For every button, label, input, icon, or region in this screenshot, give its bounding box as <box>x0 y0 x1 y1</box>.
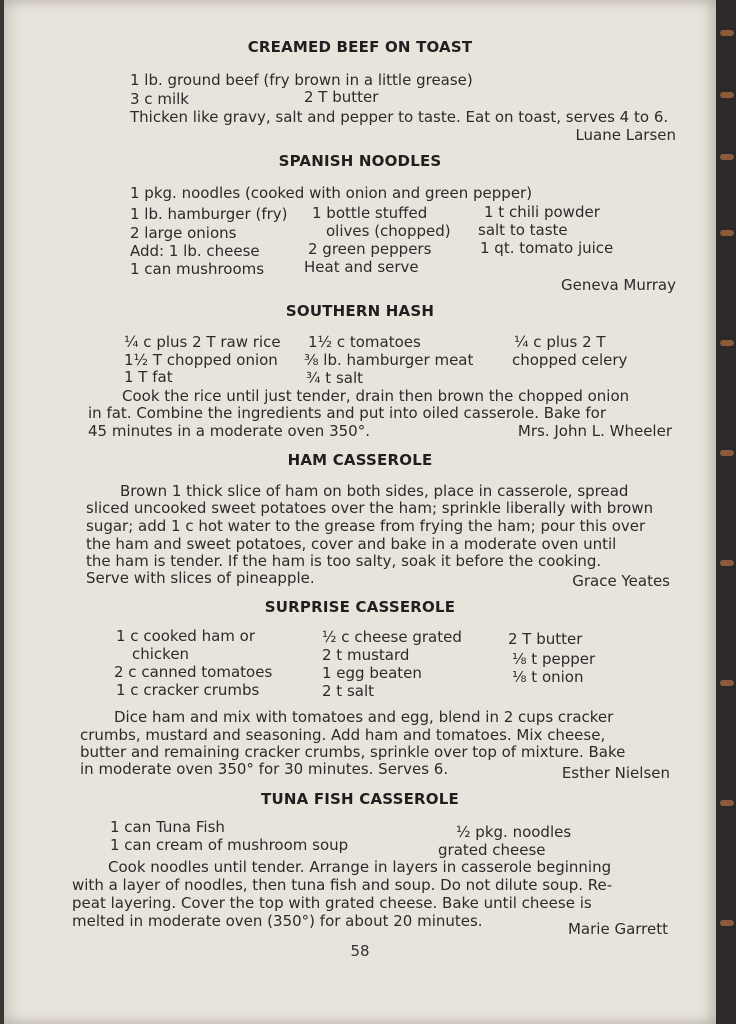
binding-coil <box>720 680 734 686</box>
instruction-line: 45 minutes in a moderate oven 350°. <box>88 422 370 440</box>
instruction-line: Cook noodles until tender. Arrange in layers in casserole beginning <box>108 858 612 876</box>
ingredient-line: ⅛ t onion <box>512 668 584 686</box>
instruction-line: the ham is tender. If the ham is too salty, soak it before the cooking. <box>86 552 602 570</box>
ingredient-line: 1 egg beaten <box>322 664 422 682</box>
ingredient-line: 2 c canned tomatoes <box>114 663 273 681</box>
binding-coil <box>720 920 734 926</box>
cookbook-page <box>4 0 716 1024</box>
instruction-line: peat layering. Cover the top with grated cheese. Bake until cheese is <box>72 894 592 912</box>
ingredient-line: grated cheese <box>438 841 546 859</box>
instruction-line: crumbs, mustard and seasoning. Add ham and tomatoes. Mix cheese, <box>80 726 606 744</box>
ingredient-line: 2 T butter <box>508 630 583 648</box>
ingredient-line: 1 pkg. noodles (cooked with onion and green pepper) <box>130 184 533 202</box>
binding-coil <box>720 340 734 346</box>
ingredient-line: salt to taste <box>478 221 568 239</box>
recipe-title-spanish-noodles: SPANISH NOODLES <box>278 152 442 170</box>
instruction-line: butter and remaining cracker crumbs, sprinkle over top of mixture. Bake <box>80 743 626 761</box>
ingredient-line: ¾ t salt <box>306 369 364 387</box>
ingredient-line: olives (chopped) <box>326 222 451 240</box>
instruction-line: the ham and sweet potatoes, cover and bake in a moderate oven until <box>86 535 617 553</box>
ingredient-line: 1 qt. tomato juice <box>480 239 614 257</box>
recipe-author: Esther Nielsen <box>561 764 670 782</box>
instruction-line: with a layer of noodles, then tuna fish and soup. Do not dilute soup. Re- <box>72 876 613 894</box>
instruction-line: Dice ham and mix with tomatoes and egg, blend in 2 cups cracker <box>114 708 614 726</box>
recipe-title-surprise-casserole: SURPRISE CASSEROLE <box>264 598 456 616</box>
ingredient-line: 2 large onions <box>130 224 237 242</box>
recipe-author: Grace Yeates <box>572 572 670 590</box>
recipe-title-tuna-fish-casserole: TUNA FISH CASSEROLE <box>261 790 459 808</box>
recipe-title-creamed-beef: CREAMED BEEF ON TOAST <box>247 38 473 56</box>
ingredient-line: ½ pkg. noodles <box>456 823 572 841</box>
instruction-line: melted in moderate oven (350°) for about 20 minutes. <box>72 912 483 930</box>
ingredient-line: 1 can cream of mushroom soup <box>110 836 349 854</box>
binding-coil <box>720 800 734 806</box>
recipe-author: Luane Larsen <box>575 126 676 144</box>
binding-spine <box>716 0 736 1024</box>
binding-coil <box>720 560 734 566</box>
ingredient-line: 1 t chili powder <box>484 203 600 221</box>
instruction-line: Thicken like gravy, salt and pepper to taste. Eat on toast, serves 4 to 6. <box>130 108 669 126</box>
binding-coil <box>720 30 734 36</box>
ingredient-line: 1 bottle stuffed <box>312 204 428 222</box>
ingredient-line: 1 lb. hamburger (fry) <box>130 205 288 223</box>
ingredient-line: 2 t salt <box>322 682 375 700</box>
instruction-line: Heat and serve <box>304 258 419 276</box>
instruction-line: in moderate oven 350° for 30 minutes. Serves 6. <box>80 760 449 778</box>
ingredient-line: ¼ c plus 2 T raw rice <box>124 333 281 351</box>
ingredient-line: ¼ c plus 2 T <box>514 333 606 351</box>
ingredient-line: chopped celery <box>512 351 628 369</box>
recipe-author: Mrs. John L. Wheeler <box>517 422 672 440</box>
instruction-line: sliced uncooked sweet potatoes over the ham; sprinkle liberally with brown <box>86 499 654 517</box>
ingredient-line: chicken <box>132 645 190 663</box>
instruction-line: Brown 1 thick slice of ham on both sides, place in casserole, spread <box>120 482 629 500</box>
ingredient-line: 1 can Tuna Fish <box>110 818 225 836</box>
recipe-author: Geneva Murray <box>560 276 676 294</box>
instruction-line: Serve with slices of pineapple. <box>86 569 315 587</box>
ingredient-line: 2 T butter <box>304 88 379 106</box>
page-number: 58 <box>350 942 370 960</box>
page-content <box>4 0 716 1024</box>
ingredient-line: ⅜ lb. hamburger meat <box>304 351 474 369</box>
instruction-line: sugar; add 1 c hot water to the grease from frying the ham; pour this over <box>86 517 646 535</box>
recipe-title-southern-hash: SOUTHERN HASH <box>285 302 435 320</box>
ingredient-line: 2 t mustard <box>322 646 410 664</box>
ingredient-line: 1 can mushrooms <box>130 260 265 278</box>
binding-coil <box>720 92 734 98</box>
recipe-author: Marie Garrett <box>567 920 668 938</box>
ingredient-line: Add: 1 lb. cheese <box>130 242 260 260</box>
binding-coil <box>720 154 734 160</box>
binding-coil <box>720 230 734 236</box>
ingredient-line: 1 c cracker crumbs <box>116 681 260 699</box>
instruction-line: in fat. Combine the ingredients and put into oiled casserole. Bake for <box>88 404 607 422</box>
ingredient-line: 2 green peppers <box>308 240 432 258</box>
ingredient-line: 1 T fat <box>124 368 173 386</box>
ingredient-line: 1½ c tomatoes <box>308 333 421 351</box>
ingredient-line: 3 c milk <box>130 90 189 108</box>
ingredient-line: ½ c cheese grated <box>322 628 462 646</box>
ingredient-line: ⅛ t pepper <box>512 650 596 668</box>
ingredient-line: 1 lb. ground beef (fry brown in a little grease) <box>130 71 473 89</box>
binding-coil <box>720 450 734 456</box>
recipe-title-ham-casserole: HAM CASSEROLE <box>287 451 433 469</box>
ingredient-line: 1½ T chopped onion <box>124 351 278 369</box>
instruction-line: Cook the rice until just tender, drain then brown the chopped onion <box>122 387 630 405</box>
ingredient-line: 1 c cooked ham or <box>116 627 256 645</box>
